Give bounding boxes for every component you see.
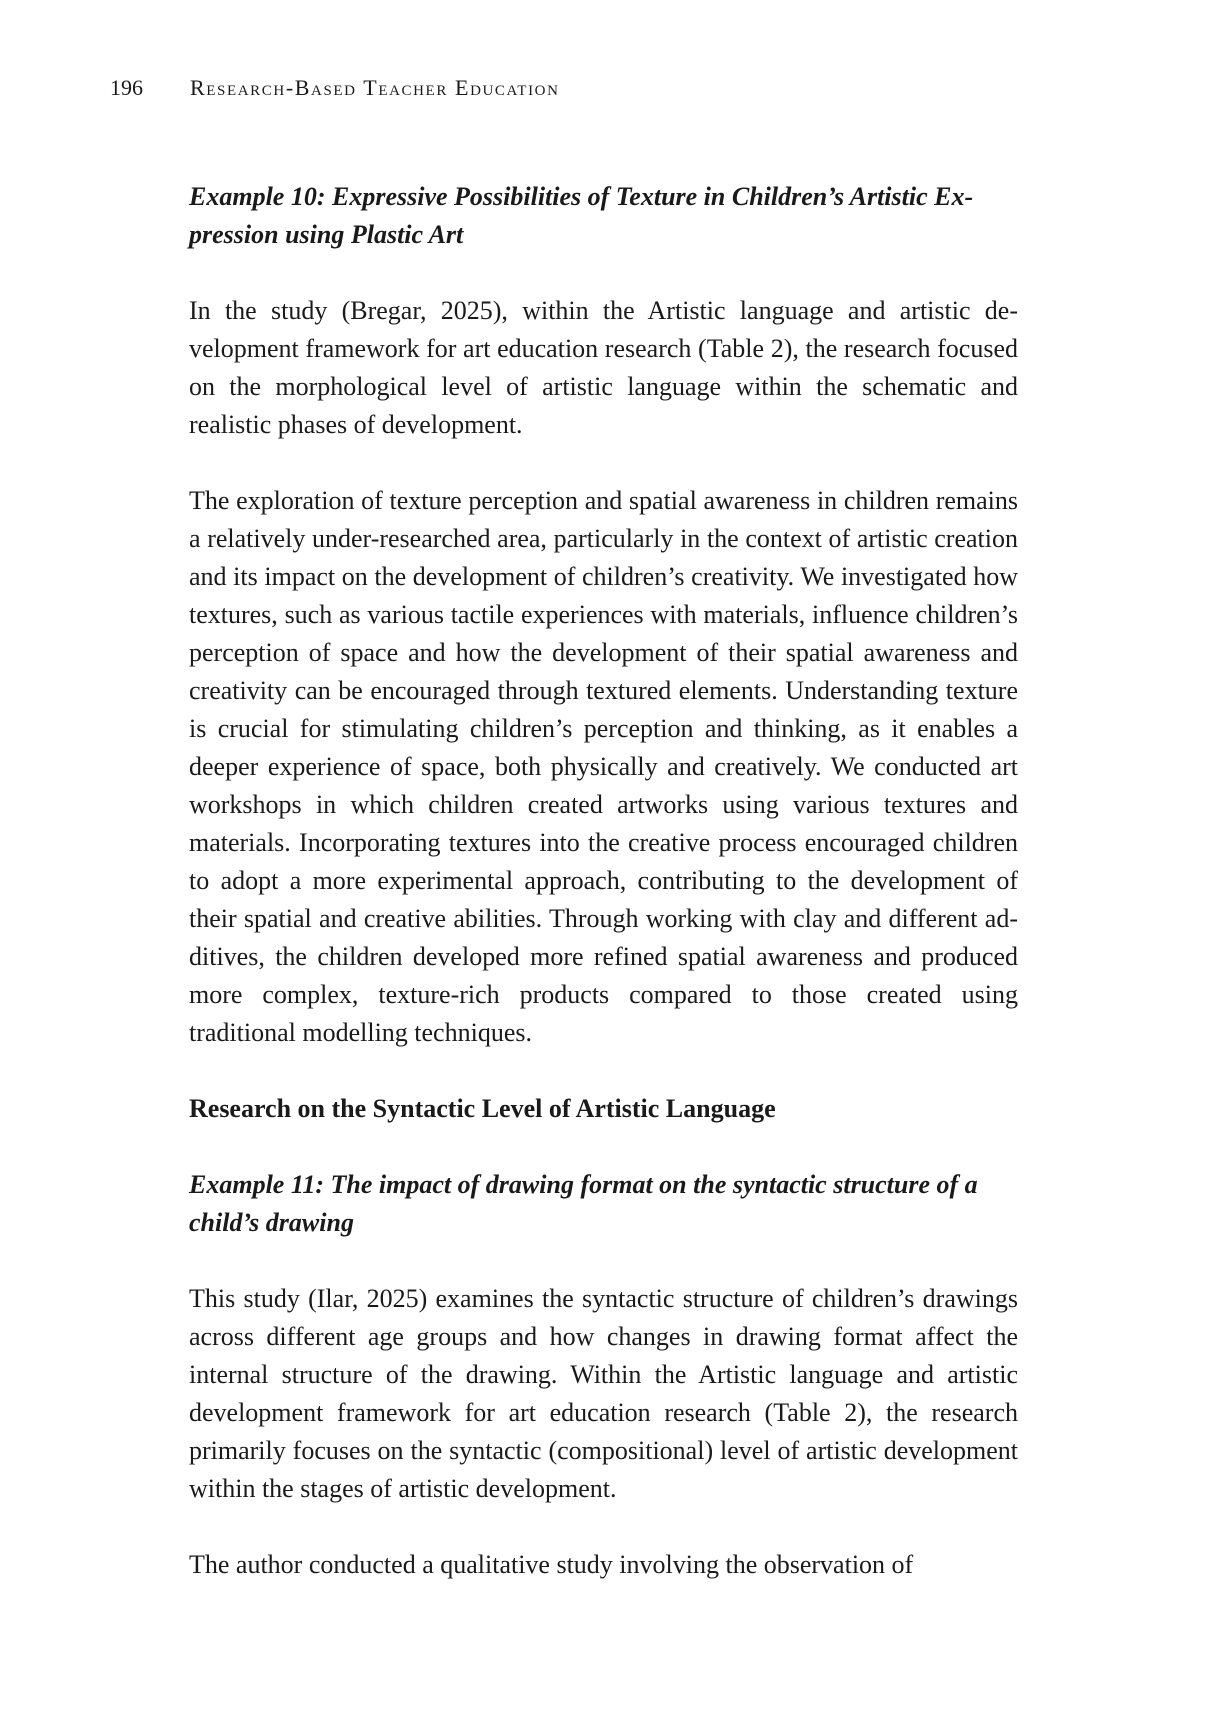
page-body xyxy=(189,178,1018,1584)
spacer xyxy=(189,1052,1018,1090)
spacer xyxy=(189,254,1018,292)
example-11-paragraph-1: This study (Ilar, 2025) examines the syntactic structure of children’s drawings across different age groups and how changes in drawing format affect the internal structure of the drawing. Within the Artistic language and artistic development framework for art education research (Table 2), the research primarily focuses on the syntactic (compositional) level of artistic development within the stages of artistic development. xyxy=(189,1284,1018,1503)
spacer xyxy=(189,444,1018,482)
book-title: Research-Based Teacher Education xyxy=(190,75,560,100)
spacer xyxy=(189,1508,1018,1546)
spacer xyxy=(189,1128,1018,1166)
example-10-heading: Example 10: Expressive Possibilities of Texture in Children’s Artistic Expression using Plastic Art xyxy=(189,182,974,249)
running-head xyxy=(110,74,560,102)
section-heading: Research on the Syntactic Level of Artistic Language xyxy=(189,1094,776,1123)
example-11-paragraph-2: The author conducted a qualitative study involving the observation of xyxy=(189,1550,914,1579)
example-10-paragraph-2: The exploration of texture perception and spatial awareness in children remains a relatively under-researched area, particularly in the context of artistic creation and its impact on the development of children’s creativity. We investigated how textures, such as various tactile experiences with materials, influence children’s perception of space and how the development of their spatial awareness and creativity can be encouraged through textured elements. Understanding texture is crucial for stimulating children’s perception and thinking, as it enables a deeper experience of space, both physically and creatively. We conducted art workshops in which children created artworks using various textures and materials. Incorporating textures into the creative process encouraged children to adopt a more experimental approach, contributing to the development of their spatial and creative abilities. Through working with clay and different additives, the children developed more refined spatial awareness and produced more complex, texture-rich products compared to those created using traditional modelling techniques. xyxy=(189,486,1018,1047)
spacer xyxy=(189,1242,1018,1280)
example-10-paragraph-1: In the study (Bregar, 2025), within the Artistic language and artistic development framework for art education research (Table 2), the research focused on the morphological level of artistic language within the schematic and realistic phases of development. xyxy=(189,296,1018,439)
example-11-heading: Example 11: The impact of drawing format on the syntactic structure of a child’s drawing xyxy=(189,1170,978,1237)
page-number: 196 xyxy=(110,75,143,100)
